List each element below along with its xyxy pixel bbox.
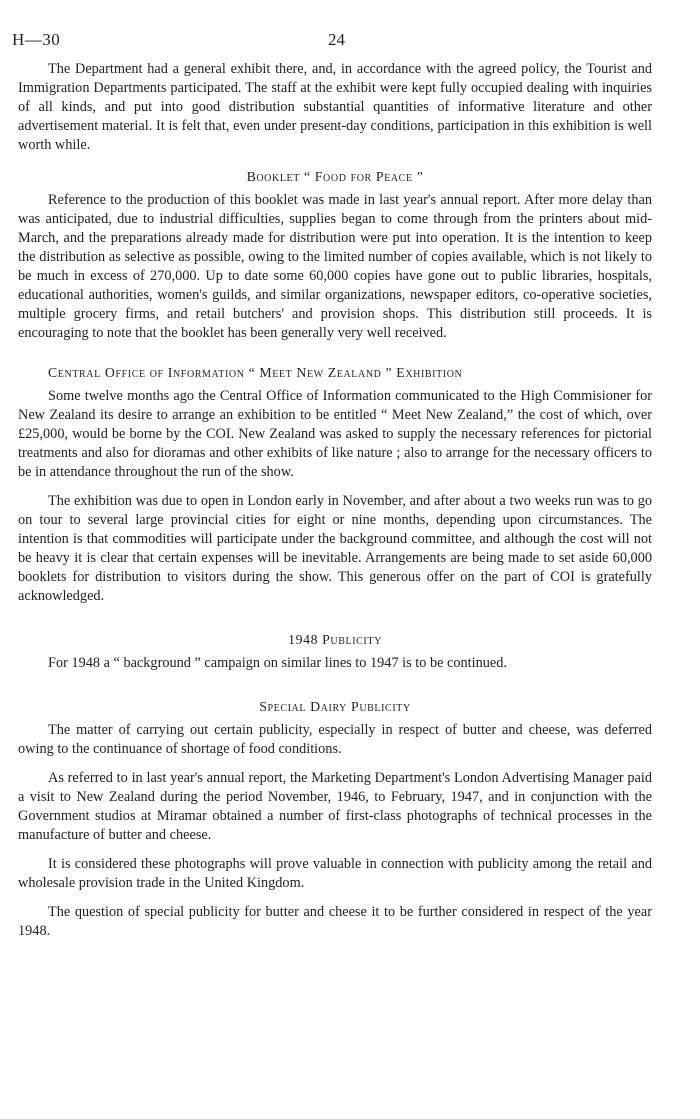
paragraph: As referred to in last year's annual report, the Marketing Department's London Advertising Manager paid a visit to New Zealand during the period November, 1946, to February, 1947, and in conjunction with the Government studios at Miramar obtained a number of first-class photographs of technical processes in the manufacture of butter and cheese. [18,770,652,843]
section-heading-coi-exhibition: Central Office of Information “ Meet New Zealand ” Exhibition [48,365,463,380]
page-header [12,30,652,60]
section-heading-special-dairy: Special Dairy Publicity [259,699,411,714]
document-page [12,30,652,951]
paragraph: For 1948 a “ background ” campaign on similar lines to 1947 is to be continued. [48,655,507,671]
section-heading-booklet: Booklet “ Food for Peace ” [246,169,424,184]
section-heading-1948-publicity: 1948 Publicity [288,632,382,647]
page-number: 24 [328,30,345,49]
paragraph: It is considered these photographs will prove valuable in connection with publicity among the retail and wholesale provision trade in the United Kingdom. [18,856,652,891]
intro-paragraph: The Department had a general exhibit there, and, in accordance with the agreed policy, the Tourist and Immigration Departments participated. The staff at the exhibit were kept fully occupied dealing with inquiries of all kinds, and put into good distribution substantial quantities of informative literature and other advertisement material. It is felt that, even under present-day conditions, participation in this exhibition is well worth while. [18,61,652,153]
paragraph: The matter of carrying out certain publicity, especially in respect of butter and cheese, was deferred owing to the continuance of shortage of food conditions. [18,722,652,757]
document-reference: H—30 [12,30,61,49]
paragraph: Some twelve months ago the Central Office of Information communicated to the High Commisioner for New Zealand its desire to arrange an exhibition to be entitled “ Meet New Zealand,” the cost of which, over £25,000, would be borne by the COI. New Zealand was asked to supply the necessary references for pictorial treatments and also for dioramas and other exhibits of like nature ; also to arrange for the necessary officers to be in attendance throughout the run of the show. [18,388,652,480]
paragraph: The exhibition was due to open in London early in November, and after about a two weeks run was to go on tour to several large provincial cities for eight or nine months, depending upon circumstances. The intention is that commodities will participate under the background committee, and although the cost will not be heavy it is clear that certain expenses will be inevitable. Arrangements are being made to set aside 60,000 booklets for distribution to visitors during the show. This generous offer on the part of COI is gratefully acknowledged. [18,493,652,604]
paragraph: Reference to the production of this booklet was made in last year's annual report. After more delay than was anticipated, due to industrial difficulties, supplies began to come through from the printers about mid-March, and the preparations already made for distribution were put into operation. It is the intention to keep the distribution as selective as possible, owing to the limited number of copies available, which is not likely to be much in excess of 270,000. Up to date some 60,000 copies have gone out to public libraries, hospitals, educational authorities, women's guilds, and similar organizations, newspaper editors, co-operative societies, multiple grocery firms, and retail butchers' and provision shops. This distribution still proceeds. It is encouraging to note that the booklet has been generally very well received. [18,192,652,341]
paragraph: The question of special publicity for butter and cheese it to be further considered in respect of the year 1948. [18,904,652,939]
